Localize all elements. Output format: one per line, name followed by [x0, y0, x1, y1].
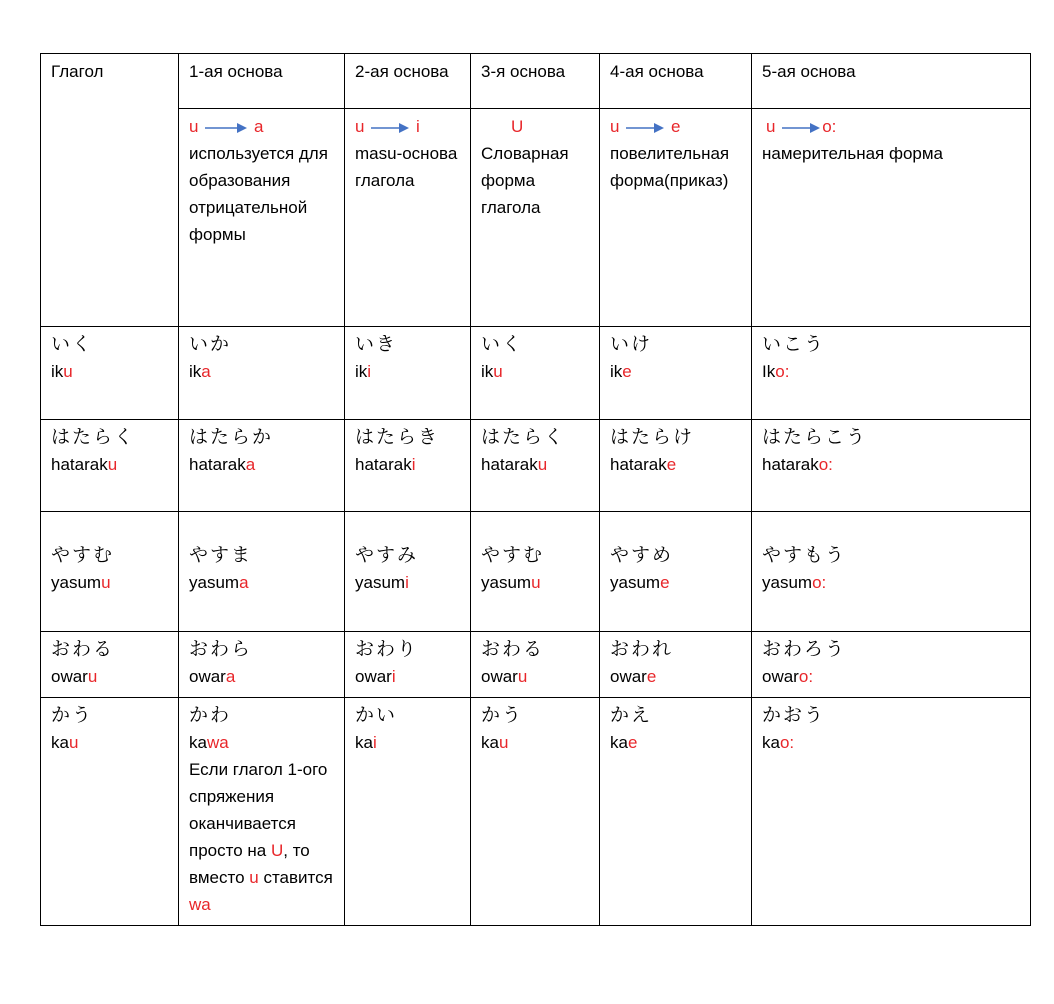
rule-description: используется для образования отрицательной формы — [189, 144, 328, 244]
rule-description: намерительная форма — [762, 144, 944, 163]
form-cell: やすめ yasume — [600, 512, 752, 632]
verb-cell: かう kau — [41, 698, 179, 926]
rule-arrow-3: U — [511, 117, 524, 136]
verb-cell: やすむ yasumu — [41, 512, 179, 632]
rule-cell — [179, 109, 345, 327]
form-cell: やすもう yasumo: — [752, 512, 1031, 632]
form-cell: いこう Iko: — [752, 327, 1031, 420]
verb-cell: はたらく hataraku — [41, 420, 179, 512]
header-base-5: 5-ая основа — [752, 54, 1031, 109]
table-row — [41, 327, 1031, 420]
header-base-2: 2-ая основа — [345, 54, 471, 109]
rule-arrow-1: u a — [189, 117, 264, 136]
form-cell: はたらく hataraku — [471, 420, 600, 512]
note-text: Если глагол 1-ого спряжения оканчивается просто на U, то вместо u ставится wa — [189, 760, 333, 914]
form-cell: はたらか hataraka — [179, 420, 345, 512]
form-cell: かおう kao: — [752, 698, 1031, 926]
verb-cell: おわる owaru — [41, 632, 179, 698]
header-base-1: 1-ая основа — [179, 54, 345, 109]
form-cell: いか ika — [179, 327, 345, 420]
rule-description: masu-основа глагола — [355, 144, 458, 190]
rule-row — [41, 109, 1031, 327]
form-cell: おわろう owaro: — [752, 632, 1031, 698]
form-cell: やすみ yasumi — [345, 512, 471, 632]
form-cell: いけ ike — [600, 327, 752, 420]
conjugation-table — [40, 53, 1031, 926]
table-row — [41, 632, 1031, 698]
table-row — [41, 512, 1031, 632]
form-cell: かわ kawa Если глагол 1-ого спряжения оканчивается просто на U, то вместо u ставится wa — [179, 698, 345, 926]
header-base-4: 4-ая основа — [600, 54, 752, 109]
rule-arrow-4: u e — [610, 117, 681, 136]
arrow-right-icon — [780, 123, 822, 133]
table-row — [41, 698, 1031, 926]
header-verb: Глагол — [41, 54, 179, 327]
form-cell: いく iku — [471, 327, 600, 420]
header-row — [41, 54, 1031, 109]
rule-arrow-2: u i — [355, 117, 420, 136]
rule-description: повелительная форма(приказ) — [610, 144, 730, 190]
form-cell: かう kau — [471, 698, 600, 926]
arrow-right-icon — [369, 123, 411, 133]
rule-cell — [345, 109, 471, 327]
form-cell: おわる owaru — [471, 632, 600, 698]
form-cell: やすむ yasumu — [471, 512, 600, 632]
rule-arrow-5: u o: — [766, 117, 837, 136]
arrow-right-icon — [624, 123, 666, 133]
verb-cell: いく iku — [41, 327, 179, 420]
form-cell: かい kai — [345, 698, 471, 926]
form-cell: はたらこう hatarako: — [752, 420, 1031, 512]
rule-cell — [600, 109, 752, 327]
header-base-3: 3-я основа — [471, 54, 600, 109]
rule-cell — [471, 109, 600, 327]
form-cell: かえ kae — [600, 698, 752, 926]
form-cell: おわら owara — [179, 632, 345, 698]
form-cell: はたらき hataraki — [345, 420, 471, 512]
form-cell: やすま yasuma — [179, 512, 345, 632]
rule-cell — [752, 109, 1031, 327]
arrow-right-icon — [203, 123, 249, 133]
rule-description: Словарная форма глагола — [481, 144, 569, 217]
form-cell: おわり owari — [345, 632, 471, 698]
form-cell: いき iki — [345, 327, 471, 420]
form-cell: はたらけ hatarake — [600, 420, 752, 512]
table-row — [41, 420, 1031, 512]
form-cell: おわれ oware — [600, 632, 752, 698]
